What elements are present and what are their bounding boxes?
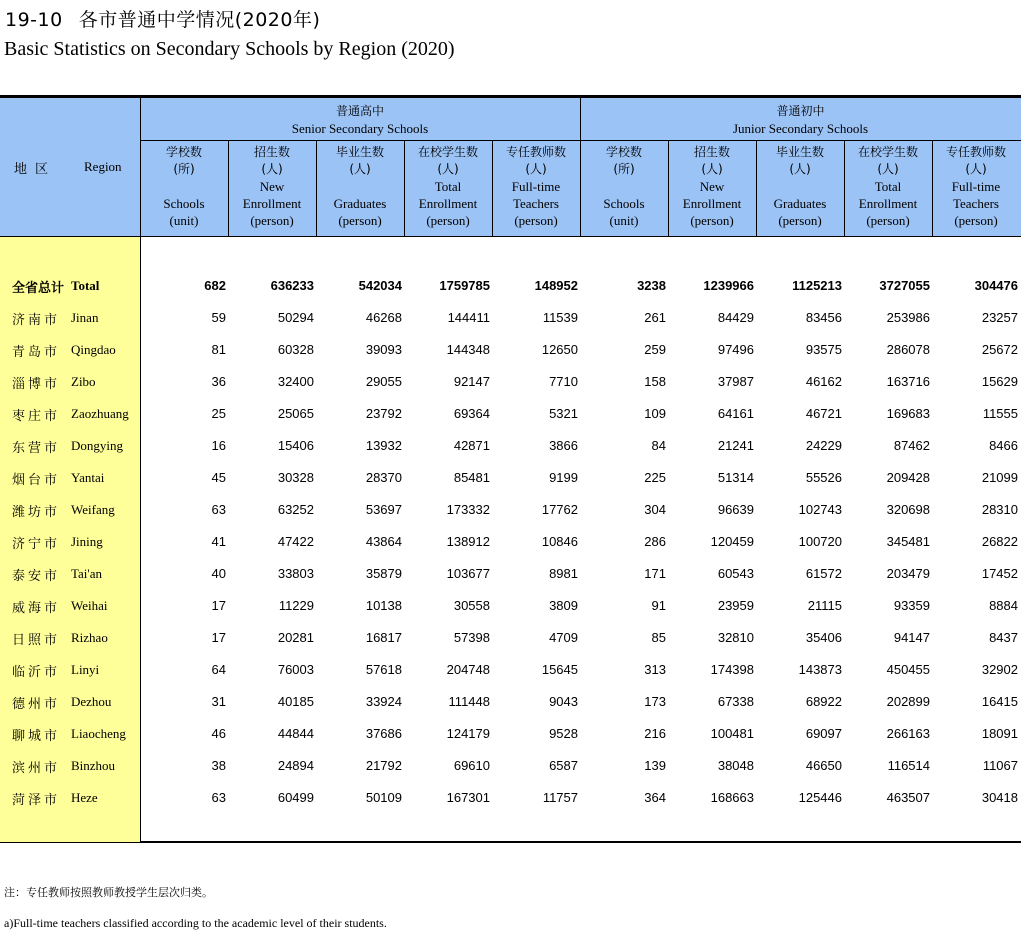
table-cell: 17	[211, 630, 226, 645]
table-cell: 11539	[542, 310, 578, 325]
table-cell: 47422	[277, 534, 314, 549]
table-cell: 171	[644, 566, 666, 581]
table-cell: 8981	[549, 566, 578, 581]
table-number: 19-10	[5, 9, 63, 31]
column-header-en1: Total	[434, 179, 462, 194]
table-cell: 4709	[549, 630, 578, 645]
table-cell: 42871	[453, 438, 490, 453]
column-header-en1	[316, 178, 404, 195]
table-cell: 69364	[453, 406, 490, 421]
region-name-cn: 威海市	[12, 601, 61, 616]
table-cell: 50109	[365, 790, 402, 805]
table-cell: 463507	[886, 790, 930, 805]
table-cell: 11555	[982, 406, 1018, 421]
table-cell: 158	[644, 374, 666, 389]
table-cell: 304	[644, 502, 666, 517]
table-cell: 173	[644, 694, 666, 709]
junior-group-en: Junior Secondary Schools	[732, 121, 869, 136]
region-name-en: Zibo	[71, 374, 96, 389]
table-row-total	[0, 269, 1021, 301]
region-name-cn: 济南市	[12, 313, 61, 328]
column-header-en2: Enrollment	[242, 196, 302, 211]
column-header-cn1: 毕业生数	[335, 145, 384, 159]
table-cell: 111448	[448, 694, 490, 709]
table-cell: 286078	[886, 342, 930, 357]
column-header-en2: Enrollment	[418, 196, 478, 211]
senior-group-header	[140, 103, 580, 137]
table-cell: 120459	[710, 534, 754, 549]
region-name-en: Dongying	[71, 438, 123, 453]
table-cell: 83456	[805, 310, 842, 325]
table-cell: 10138	[365, 598, 402, 613]
table-cell: 259	[644, 342, 666, 357]
footnote-cn: 注：专任教师按照教师教授学生层次归类。	[4, 886, 213, 899]
table-cell: 21099	[981, 470, 1018, 485]
table-cell: 225	[644, 470, 666, 485]
column-header-en3: (unit)	[169, 213, 199, 228]
column-header-cn2: (人)	[965, 162, 987, 176]
table-cell: 3238	[637, 278, 666, 293]
table-cell: 21792	[365, 758, 402, 773]
region-name-en: Total	[71, 278, 100, 293]
junior-group-cn: 普通初中	[776, 104, 825, 118]
table-cell: 450455	[886, 662, 930, 677]
table-row	[0, 525, 1021, 557]
table-cell: 29055	[365, 374, 402, 389]
table-cell: 24894	[277, 758, 314, 773]
table-row	[0, 685, 1021, 717]
table-row	[0, 653, 1021, 685]
column-header	[668, 144, 756, 229]
region-name-cn: 烟台市	[12, 473, 61, 488]
region-name-en: Tai'an	[71, 566, 103, 581]
table-cell: 144348	[446, 342, 490, 357]
column-header-en3: (person)	[954, 213, 998, 228]
column-header-cn1: 学校数	[605, 145, 642, 159]
table-cell: 23257	[981, 310, 1018, 325]
table-cell: 32400	[277, 374, 314, 389]
table-cell: 364	[644, 790, 666, 805]
table-cell: 148952	[534, 278, 578, 293]
table-cell: 63	[211, 790, 226, 805]
table-cell: 102743	[798, 502, 842, 517]
table-cell: 44844	[277, 726, 314, 741]
table-cell: 15406	[277, 438, 314, 453]
table-cell: 43864	[365, 534, 402, 549]
column-header-en2: Schools	[603, 196, 645, 211]
region-name-en: Linyi	[71, 662, 100, 677]
table-cell: 16415	[981, 694, 1018, 709]
column-header-cn1: 招生数	[253, 145, 290, 159]
table-row	[0, 717, 1021, 749]
region-name-en: Zaozhuang	[71, 406, 129, 421]
table-cell: 32810	[717, 630, 754, 645]
table-cell: 21115	[807, 598, 842, 613]
column-header-en1	[580, 178, 668, 195]
table-row	[0, 557, 1021, 589]
table-cell: 97496	[717, 342, 754, 357]
column-header-cn2: (人)	[437, 162, 459, 176]
table-cell: 313	[644, 662, 666, 677]
region-name-cn: 青岛市	[12, 345, 61, 360]
region-name-cn: 全省总计	[12, 281, 65, 296]
table-cell: 84	[651, 438, 666, 453]
table-cell: 53697	[365, 502, 402, 517]
table-row	[0, 781, 1021, 813]
table-cell: 266163	[886, 726, 930, 741]
table-cell: 40185	[277, 694, 314, 709]
column-header-cn1: 毕业生数	[775, 145, 824, 159]
table-cell: 67338	[717, 694, 754, 709]
table-cell: 69097	[805, 726, 842, 741]
table-cell: 35879	[365, 566, 402, 581]
page-title-en: Basic Statistics on Secondary Schools by Region (2020)	[4, 38, 455, 60]
table-cell: 7710	[549, 374, 578, 389]
table-cell: 25065	[277, 406, 314, 421]
table-cell: 18091	[981, 726, 1018, 741]
senior-group-en: Senior Secondary Schools	[291, 121, 429, 136]
table-cell: 11757	[542, 790, 578, 805]
column-header-cn1: 专任教师数	[945, 145, 1006, 159]
column-header	[756, 144, 844, 229]
table-cell: 35406	[805, 630, 842, 645]
column-header-en3: (person)	[778, 213, 822, 228]
table-cell: 1239966	[703, 278, 754, 293]
table-cell: 15645	[541, 662, 578, 677]
table-cell: 9199	[549, 470, 578, 485]
column-header-en3: (person)	[690, 213, 734, 228]
table-cell: 636233	[270, 278, 314, 293]
table-cell: 32902	[981, 662, 1018, 677]
region-header-cn: 地区	[14, 162, 57, 177]
table-cell: 85	[651, 630, 666, 645]
column-header-en3: (person)	[514, 213, 558, 228]
column-header-en2: Schools	[163, 196, 205, 211]
table-cell: 91	[651, 598, 666, 613]
table-cell: 202899	[886, 694, 930, 709]
table-cell: 23792	[365, 406, 402, 421]
table-cell: 11229	[278, 598, 314, 613]
column-header-en1: Full-time	[511, 179, 561, 194]
table-cell: 125446	[798, 790, 842, 805]
table-cell: 261	[644, 310, 666, 325]
table-row	[0, 333, 1021, 365]
table-cell: 169683	[886, 406, 930, 421]
column-header-cn1: 学校数	[165, 145, 202, 159]
table-cell: 204748	[446, 662, 490, 677]
table-cell: 60543	[717, 566, 754, 581]
column-header-en1	[756, 178, 844, 195]
table-cell: 37987	[717, 374, 754, 389]
table-cell: 41	[211, 534, 226, 549]
table-cell: 68922	[805, 694, 842, 709]
table-cell: 11067	[982, 758, 1018, 773]
table-cell: 64161	[717, 406, 754, 421]
region-name-en: Weihai	[71, 598, 108, 613]
column-header-en3: (person)	[250, 213, 294, 228]
table-row	[0, 461, 1021, 493]
table-cell: 216	[644, 726, 666, 741]
table-cell: 46162	[805, 374, 842, 389]
table-cell: 61572	[805, 566, 842, 581]
table-cell: 26822	[981, 534, 1018, 549]
table-cell: 23959	[717, 598, 754, 613]
header-divider	[0, 236, 1021, 237]
region-name-en: Weifang	[71, 502, 115, 517]
column-header-en2: Enrollment	[858, 196, 918, 211]
table-cell: 45	[211, 470, 226, 485]
column-header-en2: Graduates	[333, 196, 387, 211]
table-cell: 20281	[277, 630, 314, 645]
column-header	[580, 144, 668, 229]
column-header-cn1: 专任教师数	[505, 145, 566, 159]
table-cell: 57398	[453, 630, 490, 645]
table-cell: 3866	[549, 438, 578, 453]
region-name-en: Jinan	[71, 310, 99, 325]
statistics-table	[0, 95, 1021, 843]
table-cell: 38	[211, 758, 226, 773]
column-header-en2: Teachers	[512, 196, 559, 211]
region-name-cn: 滨州市	[12, 761, 61, 776]
table-cell: 12650	[541, 342, 578, 357]
column-header	[140, 144, 228, 229]
table-cell: 55526	[805, 470, 842, 485]
table-cell: 100481	[710, 726, 754, 741]
column-header-cn2: (人)	[701, 162, 723, 176]
table-cell: 81	[211, 342, 226, 357]
group-header-divider	[140, 140, 1021, 141]
table-cell: 174398	[710, 662, 754, 677]
table-cell: 84429	[717, 310, 754, 325]
region-header-en: Region	[84, 159, 122, 174]
column-header-en3: (person)	[866, 213, 910, 228]
column-header-en1: New	[259, 179, 285, 194]
table-cell: 63252	[277, 502, 314, 517]
table-cell: 76003	[277, 662, 314, 677]
table-cell: 25672	[981, 342, 1018, 357]
region-name-cn: 泰安市	[12, 569, 61, 584]
region-name-cn: 枣庄市	[12, 409, 61, 424]
junior-group-header	[580, 103, 1021, 137]
table-row	[0, 429, 1021, 461]
table-cell: 93575	[805, 342, 842, 357]
table-row	[0, 301, 1021, 333]
table-cell: 17452	[981, 566, 1018, 581]
footnote-en: a)Full-time teachers classified according to the academic level of their students.	[4, 916, 387, 930]
column-header-cn2: (人)	[877, 162, 899, 176]
column-header-cn2: (人)	[349, 162, 371, 176]
table-cell: 25	[211, 406, 226, 421]
table-cell: 682	[204, 278, 226, 293]
table-cell: 542034	[358, 278, 402, 293]
region-name-en: Rizhao	[71, 630, 108, 645]
column-header-cn1: 在校学生数	[857, 145, 918, 159]
column-header-en2: Graduates	[773, 196, 827, 211]
table-cell: 1125213	[792, 278, 842, 293]
column-header	[316, 144, 404, 229]
table-cell: 100720	[798, 534, 842, 549]
table-cell: 30328	[277, 470, 314, 485]
table-cell: 9528	[549, 726, 578, 741]
table-cell: 139	[644, 758, 666, 773]
column-header-en3: (unit)	[609, 213, 639, 228]
region-name-cn: 聊城市	[12, 729, 61, 744]
table-cell: 103677	[446, 566, 490, 581]
column-header	[492, 144, 580, 229]
table-cell: 46650	[805, 758, 842, 773]
table-row	[0, 397, 1021, 429]
table-cell: 8466	[989, 438, 1018, 453]
table-cell: 30418	[981, 790, 1018, 805]
column-header-cn2: (人)	[261, 162, 283, 176]
column-header	[228, 144, 316, 229]
region-name-en: Liaocheng	[71, 726, 126, 741]
table-cell: 286	[644, 534, 666, 549]
table-cell: 92147	[453, 374, 490, 389]
table-cell: 168663	[710, 790, 754, 805]
table-cell: 37686	[365, 726, 402, 741]
region-name-cn: 菏泽市	[12, 793, 61, 808]
column-header-cn2: (人)	[789, 162, 811, 176]
column-header	[404, 144, 492, 229]
column-header-cn1: 招生数	[693, 145, 730, 159]
region-name-cn: 潍坊市	[12, 505, 61, 520]
table-cell: 116514	[887, 758, 930, 773]
table-cell: 3809	[549, 598, 578, 613]
region-name-en: Jining	[71, 534, 103, 549]
table-row	[0, 589, 1021, 621]
column-header-en2: Enrollment	[682, 196, 742, 211]
table-cell: 24229	[805, 438, 842, 453]
table-cell: 8437	[989, 630, 1018, 645]
table-cell: 94147	[893, 630, 930, 645]
table-cell: 38048	[717, 758, 754, 773]
table-cell: 93359	[893, 598, 930, 613]
table-cell: 8884	[989, 598, 1018, 613]
region-name-en: Qingdao	[71, 342, 116, 357]
table-cell: 9043	[549, 694, 578, 709]
table-cell: 60328	[277, 342, 314, 357]
table-cell: 138912	[446, 534, 490, 549]
column-header-en1: Full-time	[951, 179, 1001, 194]
column-header-en1	[140, 178, 228, 195]
column-header	[844, 144, 932, 229]
table-cell: 36	[211, 374, 226, 389]
table-cell: 15629	[981, 374, 1018, 389]
table-row	[0, 749, 1021, 781]
column-header-en1: New	[699, 179, 725, 194]
table-cell: 253986	[886, 310, 930, 325]
table-cell: 64	[211, 662, 226, 677]
table-cell: 28370	[365, 470, 402, 485]
column-header-en3: (person)	[338, 213, 382, 228]
table-cell: 21241	[717, 438, 754, 453]
region-name-en: Binzhou	[71, 758, 116, 773]
table-cell: 167301	[446, 790, 490, 805]
column-header-en3: (person)	[426, 213, 470, 228]
table-cell: 345481	[886, 534, 930, 549]
table-cell: 46268	[365, 310, 402, 325]
table-cell: 40	[211, 566, 226, 581]
table-cell: 5321	[549, 406, 578, 421]
table-cell: 6587	[549, 758, 578, 773]
region-name-cn: 临沂市	[12, 665, 61, 680]
table-cell: 10846	[541, 534, 578, 549]
region-name-cn: 淄博市	[12, 377, 61, 392]
column-header-cn1: 在校学生数	[417, 145, 478, 159]
table-cell: 33803	[277, 566, 314, 581]
column-header-cn2: (所)	[173, 162, 195, 176]
table-cell: 13932	[365, 438, 402, 453]
table-cell: 3727055	[879, 278, 930, 293]
table-row	[0, 621, 1021, 653]
table-cell: 51314	[717, 470, 754, 485]
table-cell: 87462	[893, 438, 930, 453]
table-cell: 144411	[447, 310, 490, 325]
region-name-en: Dezhou	[71, 694, 112, 709]
table-cell: 163716	[886, 374, 930, 389]
table-cell: 124179	[446, 726, 490, 741]
table-cell: 320698	[886, 502, 930, 517]
column-header-cn2: (所)	[613, 162, 635, 176]
table-cell: 57618	[365, 662, 402, 677]
title-cn-text: 各市普通中学情况(2020年)	[78, 9, 321, 31]
column-header-cn2: (人)	[525, 162, 547, 176]
table-cell: 33924	[365, 694, 402, 709]
table-cell: 304476	[974, 278, 1018, 293]
page-title-cn	[5, 5, 320, 32]
region-name-en: Heze	[71, 790, 98, 805]
table-cell: 31	[211, 694, 226, 709]
table-cell: 209428	[886, 470, 930, 485]
table-cell: 60499	[277, 790, 314, 805]
table-cell: 17762	[541, 502, 578, 517]
table-cell: 63	[211, 502, 226, 517]
region-name-cn: 济宁市	[12, 537, 61, 552]
column-header-en1: Total	[874, 179, 902, 194]
table-cell: 85481	[453, 470, 490, 485]
table-cell: 39093	[365, 342, 402, 357]
table-cell: 50294	[277, 310, 314, 325]
table-cell: 96639	[717, 502, 754, 517]
column-header	[932, 144, 1020, 229]
senior-group-cn: 普通高中	[335, 104, 384, 118]
table-cell: 203479	[886, 566, 930, 581]
table-cell: 16	[211, 438, 226, 453]
region-name-cn: 日照市	[12, 633, 61, 648]
column-header-en2: Teachers	[952, 196, 999, 211]
table-cell: 143873	[798, 662, 842, 677]
table-cell: 59	[211, 310, 226, 325]
table-cell: 46721	[805, 406, 842, 421]
region-name-cn: 德州市	[12, 697, 61, 712]
table-cell: 17	[211, 598, 226, 613]
region-name-en: Yantai	[71, 470, 105, 485]
table-cell: 69610	[453, 758, 490, 773]
table-cell: 28310	[981, 502, 1018, 517]
table-cell: 30558	[453, 598, 490, 613]
table-cell: 46	[211, 726, 226, 741]
region-name-cn: 东营市	[12, 441, 61, 456]
table-row	[0, 493, 1021, 525]
table-cell: 1759785	[439, 278, 490, 293]
table-cell: 16817	[365, 630, 402, 645]
table-cell: 109	[644, 406, 666, 421]
table-row	[0, 365, 1021, 397]
table-cell: 173332	[446, 502, 490, 517]
